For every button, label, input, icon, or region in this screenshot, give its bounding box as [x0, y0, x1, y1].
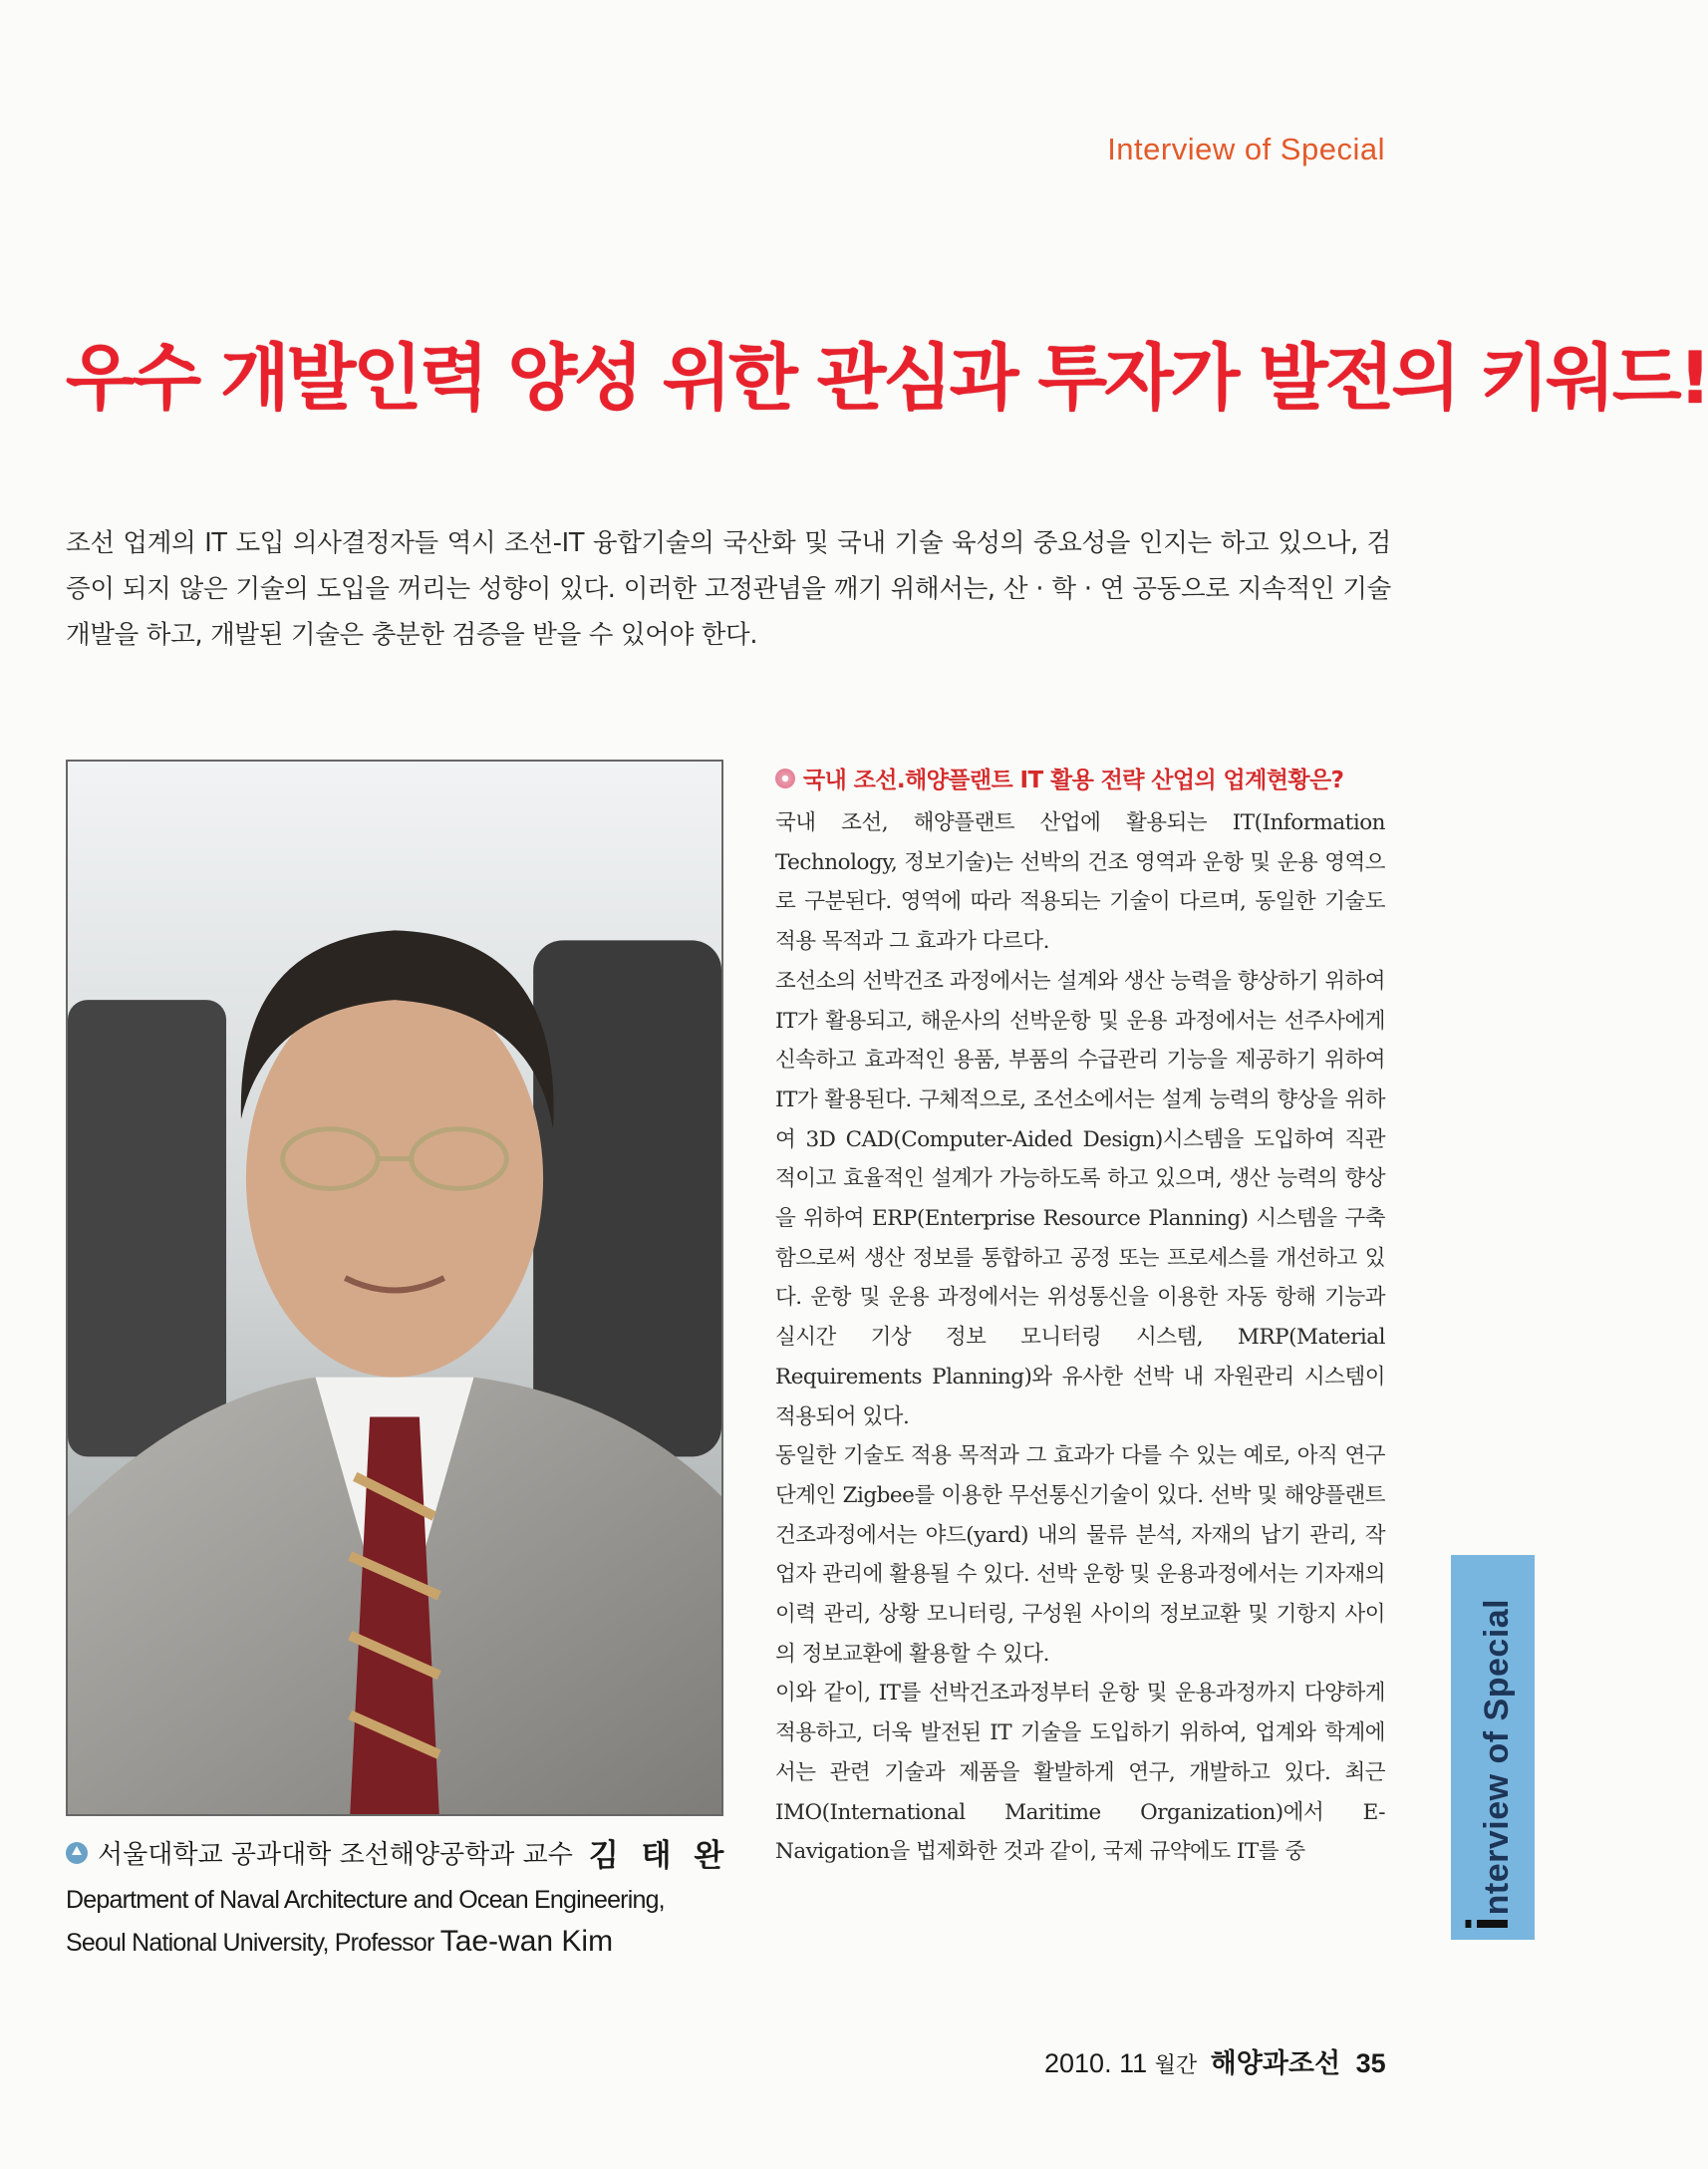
- side-section-tab: [1451, 1555, 1535, 1940]
- caption-en-line2: [66, 1921, 743, 1964]
- caption-korean: [66, 1830, 743, 1875]
- up-arrow-icon: [66, 1842, 88, 1864]
- flower-bullet-icon: [775, 769, 795, 788]
- footer-monthly: 월간: [1154, 2053, 1198, 2078]
- caption-en-line1: Department of Naval Architecture and Ocean Engineering,: [66, 1886, 665, 1914]
- body-paragraph: 동일한 기술도 적용 목적과 그 효과가 다를 수 있는 예로, 아직 연구단계인 Zigbee를 이용한 무선통신기술이 있다. 선박 및 해양플랜트 건조과정에서는 야드(yard) 내의 물류 분석, 자재의 납기 관리, 작업자 관리에 활용될 수 있다. 선박 운항 및 운용과정에서는 기자재의 이력 관리, 상황 모니터링, 구성원 사이의 정보교환 및 기항지 사이의 정보교환에 활용할 수 있다.: [775, 1443, 1385, 1667]
- caption-english: [66, 1879, 743, 1964]
- body-paragraph: 조선소의 선박건조 과정에서는 설계와 생산 능력을 향상하기 위하여 IT가 활용되고, 해운사의 선박운항 및 운용 과정에서는 선주사에게 신속하고 효과적인 용품, 부품의 수급관리 기능을 제공하기 위하여 IT가 활용된다. 구체적으로, 조선소에서는 설계 능력의 향상을 위하여 3D CAD(Computer-Aided Design)시스템을 도입하여 직관적이고 효율적인 설계가 가능하도록 하고 있으며, 생산 능력의 향상을 위하여 ERP(Enterprise Resource Planning) 시스템을 구축함으로써 생산 정보를 통합하고 공정 또는 프로세스를 개선하고 있다. 운항 및 운용 과정에서는 위성통신을 이용한 자동 항해 기능과 실시간 기상 정보 모니터링 시스템, MRP(Material Requirements Planning)와 유사한 선박 내 자원관리 시스템이 적용되어 있다.: [775, 968, 1385, 1429]
- caption-en-title: Seoul National University, Professor: [66, 1929, 434, 1957]
- side-tab-label: [1455, 1599, 1522, 1932]
- side-tab-rest: nterview of Special: [1478, 1598, 1516, 1916]
- caption-name-en: Tae-wan Kim: [439, 1925, 614, 1958]
- footer-issue: 2010. 11: [1044, 2048, 1148, 2078]
- body-paragraph: 이와 같이, IT를 선박건조과정부터 운항 및 운용과정까지 다양하게 적용하고, 더욱 발전된 IT 기술을 도입하기 위하여, 업계와 학계에서는 관련 기술과 제품을 활발하게 연구, 개발하고 있다. 최근 IMO(International Maritime Organization)에서 E-Navigation을 법제화한 것과 같이, 국제 규약에도 IT를 중: [775, 1681, 1385, 1865]
- footer-magazine: 해양과조선: [1210, 2048, 1341, 2079]
- caption-name-ko: 김 태 완: [588, 1838, 730, 1874]
- side-tab-initial: i: [1456, 1915, 1521, 1932]
- lead-paragraph: 조선 업계의 IT 도입 의사결정자들 역시 조선-IT 융합기술의 국산화 및 국내 기술 육성의 중요성을 인지는 하고 있으나, 검증이 되지 않은 기술의 도입을 꺼리는 성향이 있다. 이러한 고정관념을 깨기 위해서는, 산 · 학 · 연 공동으로 지속적인 기술 개발을 하고, 개발된 기술은 충분한 검증을 받을 수 있어야 한다.: [66, 528, 1391, 650]
- page-footer: [1044, 2041, 1386, 2080]
- article-body: [775, 803, 1385, 1872]
- body-paragraph: 국내 조선, 해양플랜트 산업에 활용되는 IT(Information Technology, 정보기술)는 선박의 건조 영역과 운항 및 운용 영역으로 구분된다. 영역에 따라 적용되는 기술이 다르며, 동일한 기술도 적용 목적과 그 효과가 다르다.: [775, 810, 1385, 955]
- portrait-photo: [66, 760, 723, 1816]
- section-tag: Interview of Special: [1107, 132, 1385, 166]
- page-headline: 우수 개발인력 양성 위한 관심과 투자가 발전의 키워드!: [66, 336, 1708, 420]
- section-heading: [775, 762, 1423, 794]
- section-heading-text: 국내 조선.해양플랜트 IT 활용 전략 산업의 업계현황은?: [803, 768, 1344, 793]
- caption-affiliation: 서울대학교 공과대학 조선해양공학과 교수: [98, 1840, 573, 1870]
- photo-caption: [66, 1830, 743, 1964]
- page-number: 35: [1355, 2048, 1386, 2078]
